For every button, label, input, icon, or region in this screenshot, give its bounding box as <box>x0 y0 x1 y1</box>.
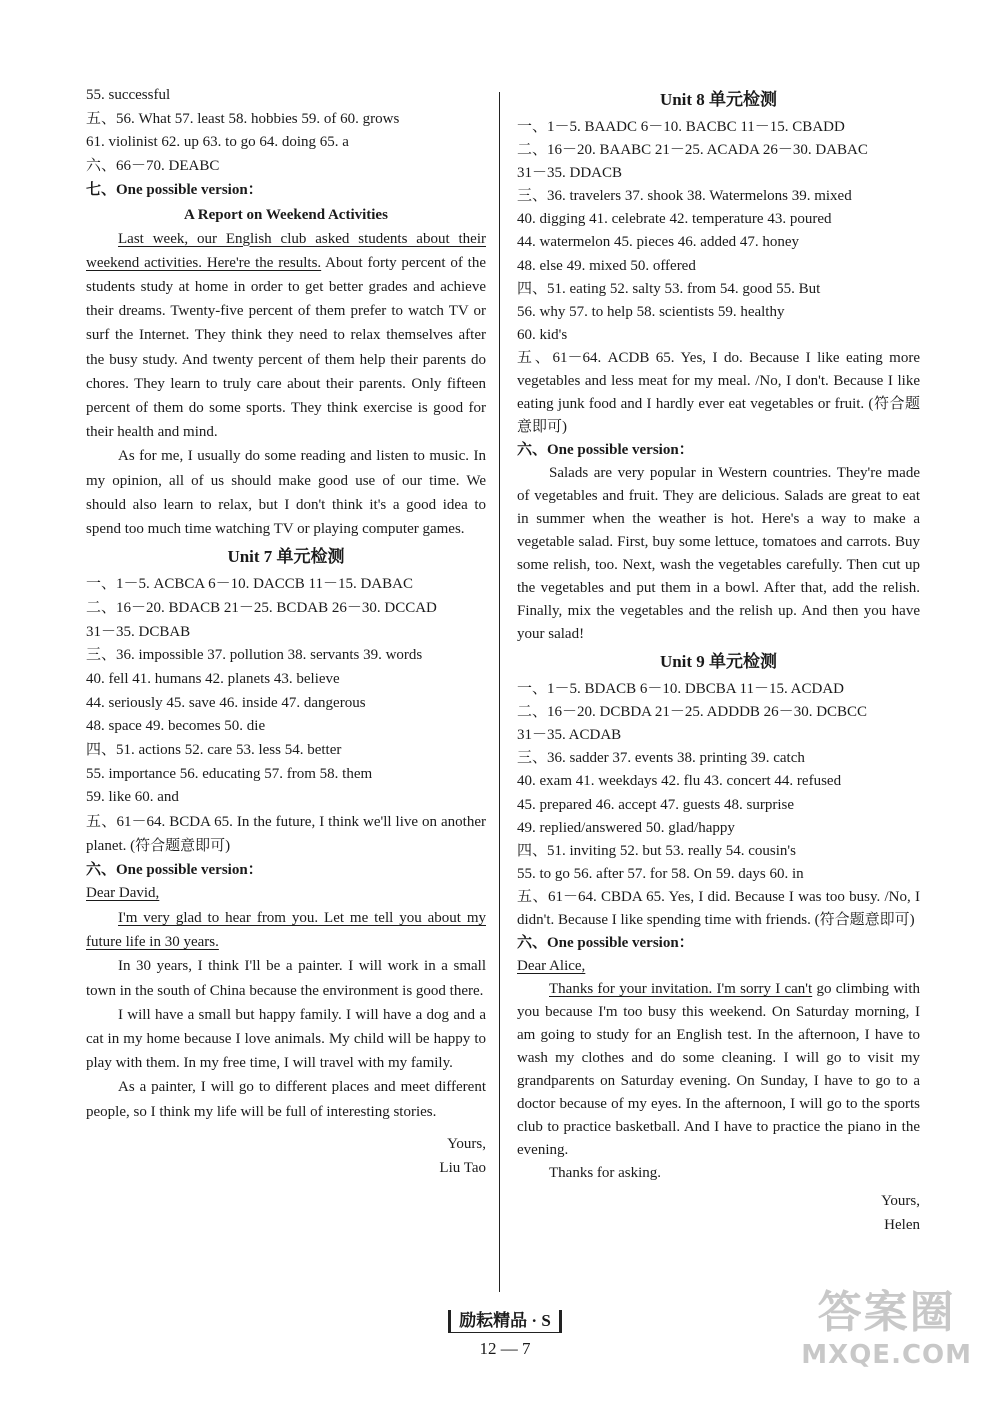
answer-line: 四、51. eating 52. salty 53. from 54. good 55. But <box>517 280 821 297</box>
answer-line: 31－35. ACDAB <box>517 727 622 744</box>
answer-line: 二、16－20. BDACB 21－25. BCDAB 26－30. DCCAD <box>86 599 437 616</box>
answer-line: 四、51. actions 52. care 53. less 54. better <box>86 742 342 759</box>
section-label: 七、One possible version： <box>86 181 263 198</box>
answer-line: 一、1－5. ACBCA 6－10. DACCB 11－15. DABAC <box>86 576 413 593</box>
column-divider <box>499 92 500 1292</box>
letter-greeting: Dear Alice, <box>517 957 586 974</box>
salad-paragraph: Salads are very popular in Western countries. They're made of vegetables and fruit. They are delicious. Salads are great to eat in summer when the weather is hot. Here's a way to make a vegetable salad. First, buy some lettuce, tomatoes and carrots. Buy some relish, too. Next, wash the vegetables carefully. Then cut up the vegetables and put them in a bowl. After that, add the relish. Finally, mix the vegetables and the relish up. And then you have your salad! <box>517 465 920 643</box>
right-column <box>517 84 920 1237</box>
unit-title: Unit 7 单元检测 <box>227 547 345 567</box>
letter-paragraph <box>517 978 920 1162</box>
watermark-text: 答案圈 <box>817 1287 956 1338</box>
page-footer <box>420 1310 590 1359</box>
answer-line: 44. watermelon 45. pieces 46. added 47. honey <box>517 234 800 251</box>
answer-q5: 五、61－64. BCDA 65. In the future, I think we'll live on another planet. (符合题意即可) <box>86 814 486 855</box>
answer-line: 59. like 60. and <box>86 789 179 806</box>
letter-closing: Yours, <box>881 1193 920 1210</box>
answer-line: 31－35. DCBAB <box>86 623 191 640</box>
answer-line: 三、36. sadder 37. events 38. printing 39. catch <box>517 750 805 767</box>
answer-line: 三、36. travelers 37. shook 38. Watermelons 39. mixed <box>517 188 852 205</box>
answer-line: 31－35. DDACB <box>517 165 623 182</box>
unit8-answers <box>517 116 920 347</box>
answer-line: 55. importance 56. educating 57. from 58. them <box>86 765 373 782</box>
answer-line: 六、66－70. DEABC <box>86 158 220 175</box>
underlined-sentence: I'm very glad to hear from you. Let me tell you about my future life in 30 years. <box>86 910 486 951</box>
left-column <box>86 84 486 1180</box>
unit-title: Unit 8 单元检测 <box>659 90 778 109</box>
answer-q5: 五、61－64. CBDA 65. Yes, I did. Because I was too busy. /No, I didn't. Because I like spending time with friends. (符合题意即可) <box>517 888 920 928</box>
answer-line: 56. why 57. to help 58. scientists 59. healthy <box>517 303 785 320</box>
report-paragraph: As for me, I usually do some reading and listen to music. In my opinion, all of us should make good use of our time. We should also learn to relax, but I don't think it's a good idea to spend too much time watching TV or playing computer games. <box>86 448 486 537</box>
letter-paragraph <box>86 906 486 954</box>
section-label: 六、One possible version： <box>86 861 263 878</box>
answer-line: 一、1－5. BDACB 6－10. DBCBA 11－15. ACDAD <box>517 681 844 698</box>
report-title: A Report on Weekend Activities <box>184 206 388 223</box>
answer-line: 61. violinist 62. up 63. to go 64. doing 65. a <box>86 134 349 151</box>
letter-signature: Helen <box>884 1217 920 1234</box>
answer-line: 55. successful <box>86 87 171 103</box>
answer-line: 四、51. inviting 52. but 53. really 54. cousin's <box>517 842 796 859</box>
answer-line: 60. kid's <box>517 326 568 343</box>
answer-line: 二、16－20. BAABC 21－25. ACADA 26－30. DABAC <box>517 142 868 159</box>
answer-line: 40. digging 41. celebrate 42. temperature 43. poured <box>517 211 832 228</box>
letter-closing: Yours, <box>447 1135 486 1152</box>
letter-greeting: Dear David, <box>86 885 160 902</box>
letter-signature: Liu Tao <box>439 1159 486 1176</box>
unit7-answers <box>86 573 486 810</box>
letter-paragraph: In 30 years, I think I'll be a painter. I will work in a small town in the south of China because the environment is good there. <box>86 958 486 999</box>
answer-line: 55. to go 56. after 57. for 58. On 59. days 60. in <box>517 865 804 882</box>
answer-line: 40. fell 41. humans 42. planets 43. believe <box>86 670 340 687</box>
page-number: 12 — 7 <box>479 1339 531 1358</box>
answer-line: 45. prepared 46. accept 47. guests 48. surprise <box>517 796 795 813</box>
unit-title: Unit 9 单元检测 <box>659 652 778 672</box>
watermark-url: MXQE.COM <box>801 1340 972 1370</box>
answer-line: 49. replied/answered 50. glad/happy <box>517 819 735 836</box>
paragraph-text: go climbing with you because I'm too busy this weekend. On Saturday morning, I am going to study for an English test. In the afternoon, I have to wash my clothes and do some cleaning. I will go to visit my grandparents on Saturday evening. On Sunday, I have to go to a doctor because of my eyes. In the afternoon, I will go to the sports club to practice basketball. And I have to practice the piano in the evening. <box>517 981 921 1159</box>
watermark-logo <box>801 1276 972 1370</box>
answer-line: 五、56. What 57. least 58. hobbies 59. of 60. grows <box>86 110 400 127</box>
report-paragraph <box>86 227 486 445</box>
unit9-answers <box>517 678 920 886</box>
answer-lines-top <box>86 84 486 179</box>
letter-paragraph: Thanks for asking. <box>549 1165 662 1182</box>
answer-line: 40. exam 41. weekdays 42. flu 43. concert 44. refused <box>517 773 842 790</box>
letter-paragraph: I will have a small but happy family. I will have a dog and a cat in my home because I love animals. My child will be happy to play with them. In my free time, I will travel with my family. <box>86 1006 486 1072</box>
paragraph-text: About forty percent of the students study at home in order to get better grades and achieve their dreams. Twenty-five percent of them prefer to watch TV or surf the Internet. They think they need to relax themselves after the busy study. And twenty percent of them help their parents do chores. They learn to truly care about their parents. Only fifteen percent of them do some sports. They think exercise is good for their health and mind. <box>86 254 486 441</box>
section-label: 六、One possible version： <box>517 441 694 458</box>
answer-line: 48. else 49. mixed 50. offered <box>517 257 696 274</box>
answer-line: 三、36. impossible 37. pollution 38. servants 39. words <box>86 647 423 664</box>
brand-label: 励耘精品 · S <box>448 1310 562 1333</box>
underlined-sentence: Thanks for your invitation. I'm sorry I can't <box>549 981 813 998</box>
answer-line: 44. seriously 45. save 46. inside 47. dangerous <box>86 694 366 711</box>
answer-line: 48. space 49. becomes 50. die <box>86 718 266 735</box>
answer-line: 一、1－5. BAADC 6－10. BACBC 11－15. CBADD <box>517 119 845 135</box>
underlined-sentence: Last week, our English club asked students about their weekend activities. Here're the results. <box>86 230 486 271</box>
letter-paragraph: As a painter, I will go to different places and meet different people, so I think my life will be full of interesting stories. <box>86 1079 486 1120</box>
answer-line: 二、16－20. DCBDA 21－25. ADDDB 26－30. DCBCC <box>517 704 868 721</box>
section-label: 六、One possible version： <box>517 934 694 951</box>
answer-q5: 五、61－64. ACDB 65. Yes, I do. Because I like eating more vegetables and less meat for my meal. /No, I don't. Because I like eating junk food and I hardly ever eat vegetables or fruit. (符合题意即可) <box>517 349 920 435</box>
